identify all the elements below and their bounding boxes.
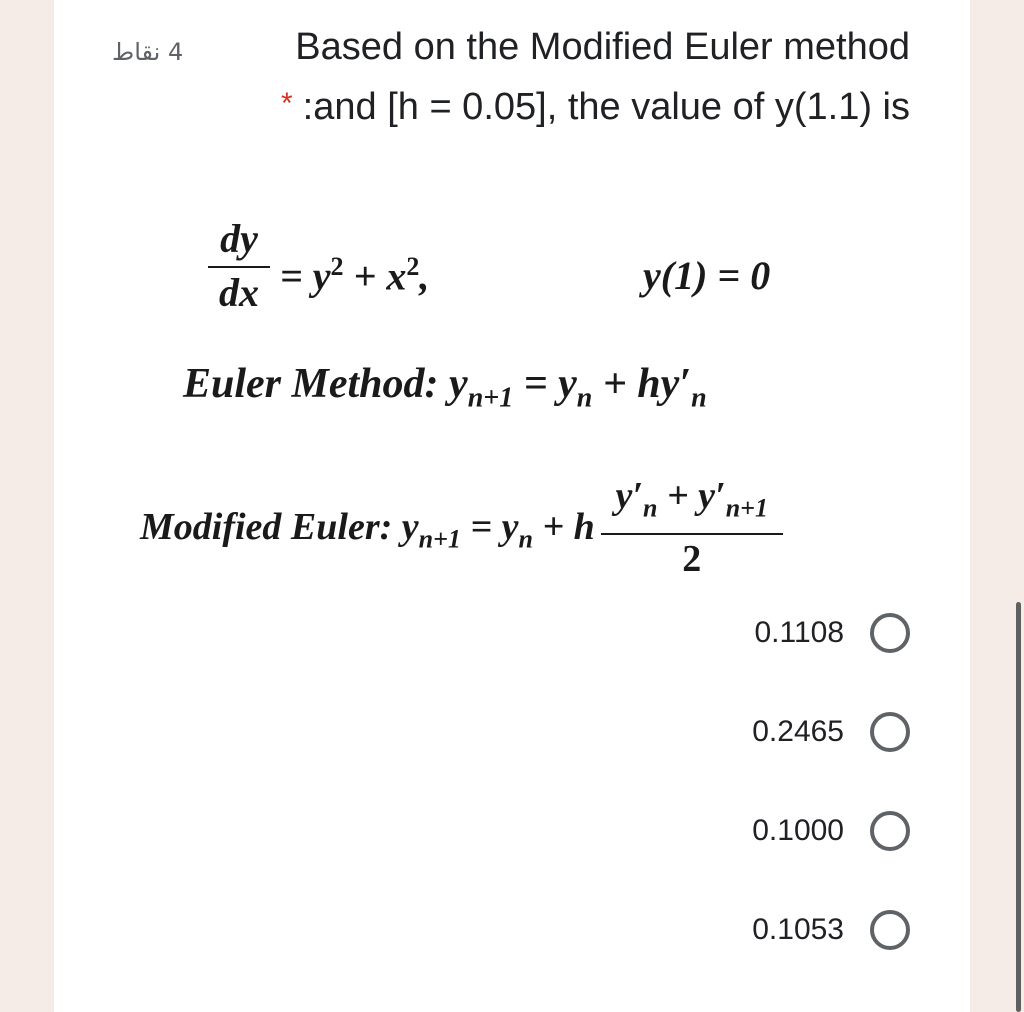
ode-right-hand-side <box>280 252 429 299</box>
ode-exponent-2: 2 <box>406 252 420 281</box>
mod-num-sub-a: n <box>643 493 658 523</box>
mod-tail: + h <box>532 505 595 548</box>
mod-num-plus: + y′ <box>657 475 726 517</box>
initial-condition-text: y(1) = 0 <box>643 253 771 298</box>
modified-euler-lhs <box>140 505 595 555</box>
option-3-label: 0.1000 <box>752 814 844 847</box>
ode-fraction-bar <box>208 266 270 268</box>
option-1[interactable] <box>754 613 910 653</box>
option-2-radio[interactable] <box>870 712 910 752</box>
option-2[interactable] <box>752 712 910 752</box>
euler-sub-2: n <box>576 382 593 414</box>
euler-label: Euler Method: <box>183 361 450 407</box>
points-label: 4 نقاط <box>112 38 184 66</box>
ode-exponent-1: 2 <box>330 252 344 281</box>
option-1-label: 0.1108 <box>754 616 844 649</box>
question-title-line1: Based on the Modified Euler method <box>295 26 910 68</box>
mod-num-a: y′ <box>615 475 644 517</box>
page-scrollbar[interactable] <box>1016 602 1021 1012</box>
modified-euler-equation <box>140 475 783 580</box>
question-title-line2-text: :and [h = 0.05], the value of y(1.1) is <box>302 86 910 128</box>
mod-sub-1: n+1 <box>418 524 461 554</box>
mod-sub-2: n <box>518 524 533 554</box>
euler-method-equation <box>183 360 707 414</box>
euler-tail: + hy′ <box>592 361 692 407</box>
option-4-radio[interactable] <box>870 910 910 950</box>
modified-euler-fraction <box>601 476 783 579</box>
ode-rhs-plus: + x <box>343 253 407 299</box>
option-4[interactable] <box>752 910 910 950</box>
required-asterisk: * <box>280 87 293 120</box>
ode-denominator: dx <box>219 270 259 315</box>
mod-fraction-bar <box>601 533 783 535</box>
euler-y: y <box>449 361 468 407</box>
ode-rhs-prefix: = y <box>280 253 331 299</box>
mod-fraction-numerator <box>615 476 768 529</box>
ode-numerator: dy <box>220 216 258 261</box>
initial-condition <box>643 252 770 299</box>
ode-derivative-fraction <box>208 218 270 314</box>
option-4-label: 0.1053 <box>752 913 844 946</box>
euler-sub-1: n+1 <box>467 382 514 414</box>
euler-sub-3: n <box>691 382 707 414</box>
mod-y: y <box>401 505 419 548</box>
option-3[interactable] <box>752 811 910 851</box>
modified-label: Modified Euler: <box>140 505 402 548</box>
option-1-radio[interactable] <box>870 613 910 653</box>
ode-comma: , <box>419 253 430 299</box>
mod-mid: = y <box>460 505 519 548</box>
euler-mid: = y <box>513 361 577 407</box>
question-title-line2 <box>281 86 910 129</box>
mod-num-sub-b: n+1 <box>725 493 768 523</box>
option-3-radio[interactable] <box>870 811 910 851</box>
mod-fraction-denominator: 2 <box>682 537 702 580</box>
option-2-label: 0.2465 <box>752 715 844 748</box>
